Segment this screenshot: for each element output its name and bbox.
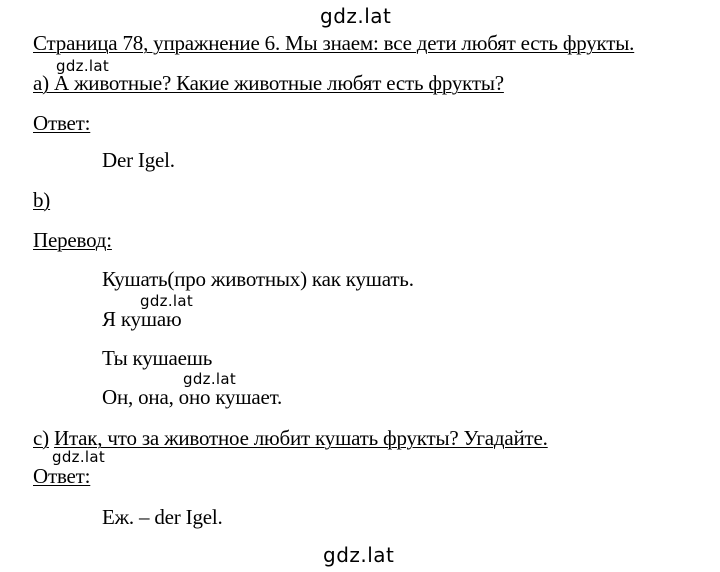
translation-line-1: Кушать(про животных) как кушать.: [102, 267, 414, 291]
answer-c: Еж. – der Igel.: [102, 505, 223, 529]
question-c: [33, 426, 548, 450]
translation-line-2: Я кушаю: [102, 307, 182, 331]
question-c-text: Итак, что за животное любит кушать фрукты? Угадайте.: [53, 426, 548, 450]
answer-label-c: Ответ:: [33, 464, 91, 488]
watermark-ono: gdz.lat: [183, 370, 237, 388]
watermark-c: gdz.lat: [52, 448, 106, 466]
watermark-bottom: gdz.lat: [323, 543, 395, 567]
answer-label-a: Ответ:: [33, 111, 91, 135]
translation-line-4: Он, она, оно кушает.: [102, 385, 283, 409]
question-c-letter: с): [33, 426, 49, 450]
page-header: Страница 78, упражнение 6. Мы знаем: все дети любят есть фрукты.: [33, 31, 635, 55]
question-a: а) А животные? Какие животные любят есть фрукты?: [33, 71, 504, 95]
translation-label: Перевод:: [33, 228, 112, 252]
watermark-ya: gdz.lat: [140, 292, 194, 310]
watermark-a: gdz.lat: [56, 57, 110, 75]
answer-a: Der Igel.: [102, 148, 175, 172]
label-b: b): [33, 188, 51, 212]
watermark-top: gdz.lat: [320, 4, 392, 28]
translation-line-3: Ты кушаешь: [102, 346, 213, 370]
